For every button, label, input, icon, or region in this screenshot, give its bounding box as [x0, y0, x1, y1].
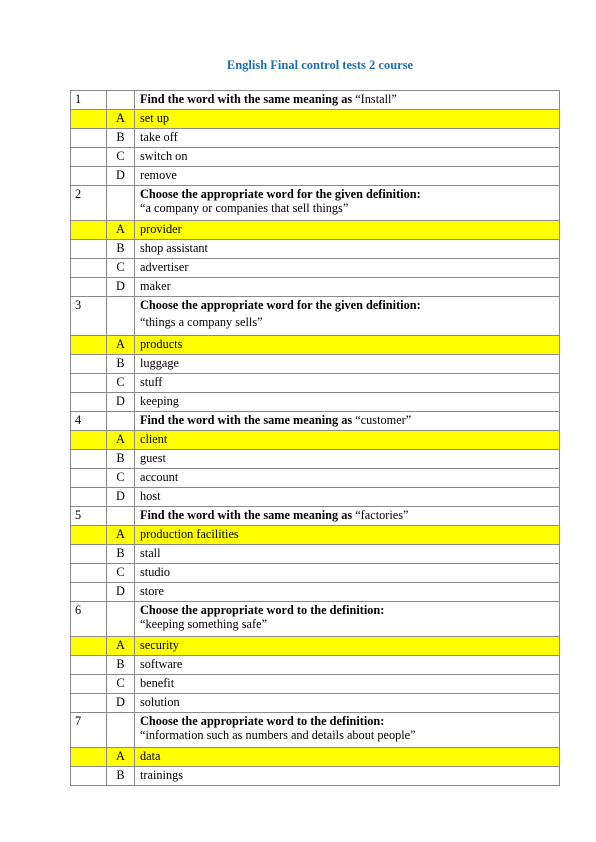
question-prompt: Choose the appropriate word to the definition:: [140, 603, 385, 617]
empty-cell: [71, 336, 107, 355]
empty-cell: [71, 167, 107, 186]
option-letter: D: [107, 694, 135, 713]
question-text: [135, 507, 560, 526]
option-letter: B: [107, 545, 135, 564]
empty-cell: [71, 637, 107, 656]
question-definition: “information such as numbers and details about people”: [140, 728, 416, 742]
question-row: [71, 186, 560, 221]
empty-cell: [71, 656, 107, 675]
option-letter: A: [107, 110, 135, 129]
option-letter: A: [107, 748, 135, 767]
empty-cell: [71, 148, 107, 167]
empty-cell: [71, 110, 107, 129]
answer-row: [71, 129, 560, 148]
empty-cell: [71, 545, 107, 564]
option-text: client: [135, 431, 560, 450]
option-letter: A: [107, 637, 135, 656]
empty-cell: [71, 748, 107, 767]
empty-cell: [71, 129, 107, 148]
option-letter: B: [107, 656, 135, 675]
empty-cell: [107, 297, 135, 336]
question-row: [71, 507, 560, 526]
answer-row: [71, 240, 560, 259]
option-text: account: [135, 469, 560, 488]
answer-row-correct: [71, 431, 560, 450]
option-letter: D: [107, 278, 135, 297]
quiz-table: [70, 90, 560, 786]
empty-cell: [71, 393, 107, 412]
empty-cell: [71, 488, 107, 507]
option-text: studio: [135, 564, 560, 583]
empty-cell: [107, 602, 135, 637]
option-letter: A: [107, 526, 135, 545]
option-letter: B: [107, 240, 135, 259]
option-letter: C: [107, 259, 135, 278]
answer-row: [71, 355, 560, 374]
answer-row: [71, 393, 560, 412]
answer-row: [71, 656, 560, 675]
empty-cell: [71, 240, 107, 259]
option-letter: B: [107, 767, 135, 786]
option-text: provider: [135, 221, 560, 240]
empty-cell: [71, 694, 107, 713]
answer-row: [71, 675, 560, 694]
answer-row: [71, 488, 560, 507]
option-letter: C: [107, 675, 135, 694]
question-text: [135, 602, 560, 637]
question-row: [71, 91, 560, 110]
question-text: [135, 91, 560, 110]
empty-cell: [71, 450, 107, 469]
question-number: 2: [71, 186, 107, 221]
option-text: remove: [135, 167, 560, 186]
empty-cell: [71, 675, 107, 694]
answer-row-correct: [71, 110, 560, 129]
option-letter: C: [107, 148, 135, 167]
question-prompt: Find the word with the same meaning as: [140, 508, 353, 522]
question-definition: “things a company sells”: [140, 315, 263, 329]
option-text: solution: [135, 694, 560, 713]
option-text: set up: [135, 110, 560, 129]
answer-row: [71, 148, 560, 167]
answer-row: [71, 583, 560, 602]
question-text: [135, 186, 560, 221]
empty-cell: [71, 469, 107, 488]
option-text: guest: [135, 450, 560, 469]
option-letter: B: [107, 450, 135, 469]
question-row: [71, 602, 560, 637]
option-letter: D: [107, 583, 135, 602]
option-letter: C: [107, 564, 135, 583]
option-text: software: [135, 656, 560, 675]
answer-row: [71, 545, 560, 564]
question-prompt: Choose the appropriate word for the given definition:: [140, 187, 421, 201]
answer-row: [71, 259, 560, 278]
question-prompt: Find the word with the same meaning as: [140, 413, 353, 427]
question-prompt: Find the word with the same meaning as: [140, 92, 353, 106]
question-text: [135, 713, 560, 748]
option-text: advertiser: [135, 259, 560, 278]
option-text: trainings: [135, 767, 560, 786]
question-definition: “a company or companies that sell things”: [140, 201, 349, 215]
empty-cell: [107, 186, 135, 221]
option-letter: D: [107, 488, 135, 507]
option-text: data: [135, 748, 560, 767]
option-letter: B: [107, 129, 135, 148]
answer-row: [71, 694, 560, 713]
empty-cell: [71, 278, 107, 297]
empty-cell: [107, 412, 135, 431]
question-number: 6: [71, 602, 107, 637]
question-quote: “factories”: [355, 508, 409, 522]
option-letter: A: [107, 431, 135, 450]
question-row: [71, 412, 560, 431]
question-row: [71, 713, 560, 748]
empty-cell: [71, 583, 107, 602]
answer-row-correct: [71, 637, 560, 656]
option-text: store: [135, 583, 560, 602]
answer-row: [71, 167, 560, 186]
question-number: 7: [71, 713, 107, 748]
option-text: products: [135, 336, 560, 355]
option-text: luggage: [135, 355, 560, 374]
option-letter: D: [107, 167, 135, 186]
empty-cell: [71, 767, 107, 786]
question-row: [71, 297, 560, 336]
option-text: security: [135, 637, 560, 656]
empty-cell: [71, 221, 107, 240]
question-number: 3: [71, 297, 107, 336]
empty-cell: [71, 564, 107, 583]
option-letter: C: [107, 469, 135, 488]
question-text: [135, 297, 560, 336]
option-letter: C: [107, 374, 135, 393]
answer-row: [71, 374, 560, 393]
answer-row: [71, 767, 560, 786]
option-letter: D: [107, 393, 135, 412]
empty-cell: [71, 259, 107, 278]
question-quote: “Install”: [355, 92, 397, 106]
empty-cell: [71, 526, 107, 545]
question-number: 4: [71, 412, 107, 431]
empty-cell: [71, 431, 107, 450]
page-title: English Final control tests 2 course: [226, 58, 414, 72]
option-text: stall: [135, 545, 560, 564]
option-text: shop assistant: [135, 240, 560, 259]
empty-cell: [71, 355, 107, 374]
answer-row: [71, 564, 560, 583]
option-text: take off: [135, 129, 560, 148]
question-quote: “customer”: [355, 413, 412, 427]
answer-row-correct: [71, 221, 560, 240]
question-number: 5: [71, 507, 107, 526]
question-text: [135, 412, 560, 431]
option-text: stuff: [135, 374, 560, 393]
empty-cell: [107, 91, 135, 110]
question-number: 1: [71, 91, 107, 110]
answer-row: [71, 278, 560, 297]
empty-cell: [107, 507, 135, 526]
option-text: maker: [135, 278, 560, 297]
question-prompt: Choose the appropriate word for the given definition:: [140, 298, 421, 312]
option-text: production facilities: [135, 526, 560, 545]
question-prompt: Choose the appropriate word to the definition:: [140, 714, 385, 728]
answer-row: [71, 450, 560, 469]
empty-cell: [71, 374, 107, 393]
answer-row-correct: [71, 526, 560, 545]
answer-row-correct: [71, 748, 560, 767]
option-letter: A: [107, 221, 135, 240]
option-text: benefit: [135, 675, 560, 694]
option-letter: A: [107, 336, 135, 355]
empty-cell: [107, 713, 135, 748]
option-text: host: [135, 488, 560, 507]
option-text: keeping: [135, 393, 560, 412]
option-letter: B: [107, 355, 135, 374]
option-text: switch on: [135, 148, 560, 167]
answer-row: [71, 469, 560, 488]
question-definition: “keeping something safe”: [140, 617, 268, 631]
answer-row-correct: [71, 336, 560, 355]
